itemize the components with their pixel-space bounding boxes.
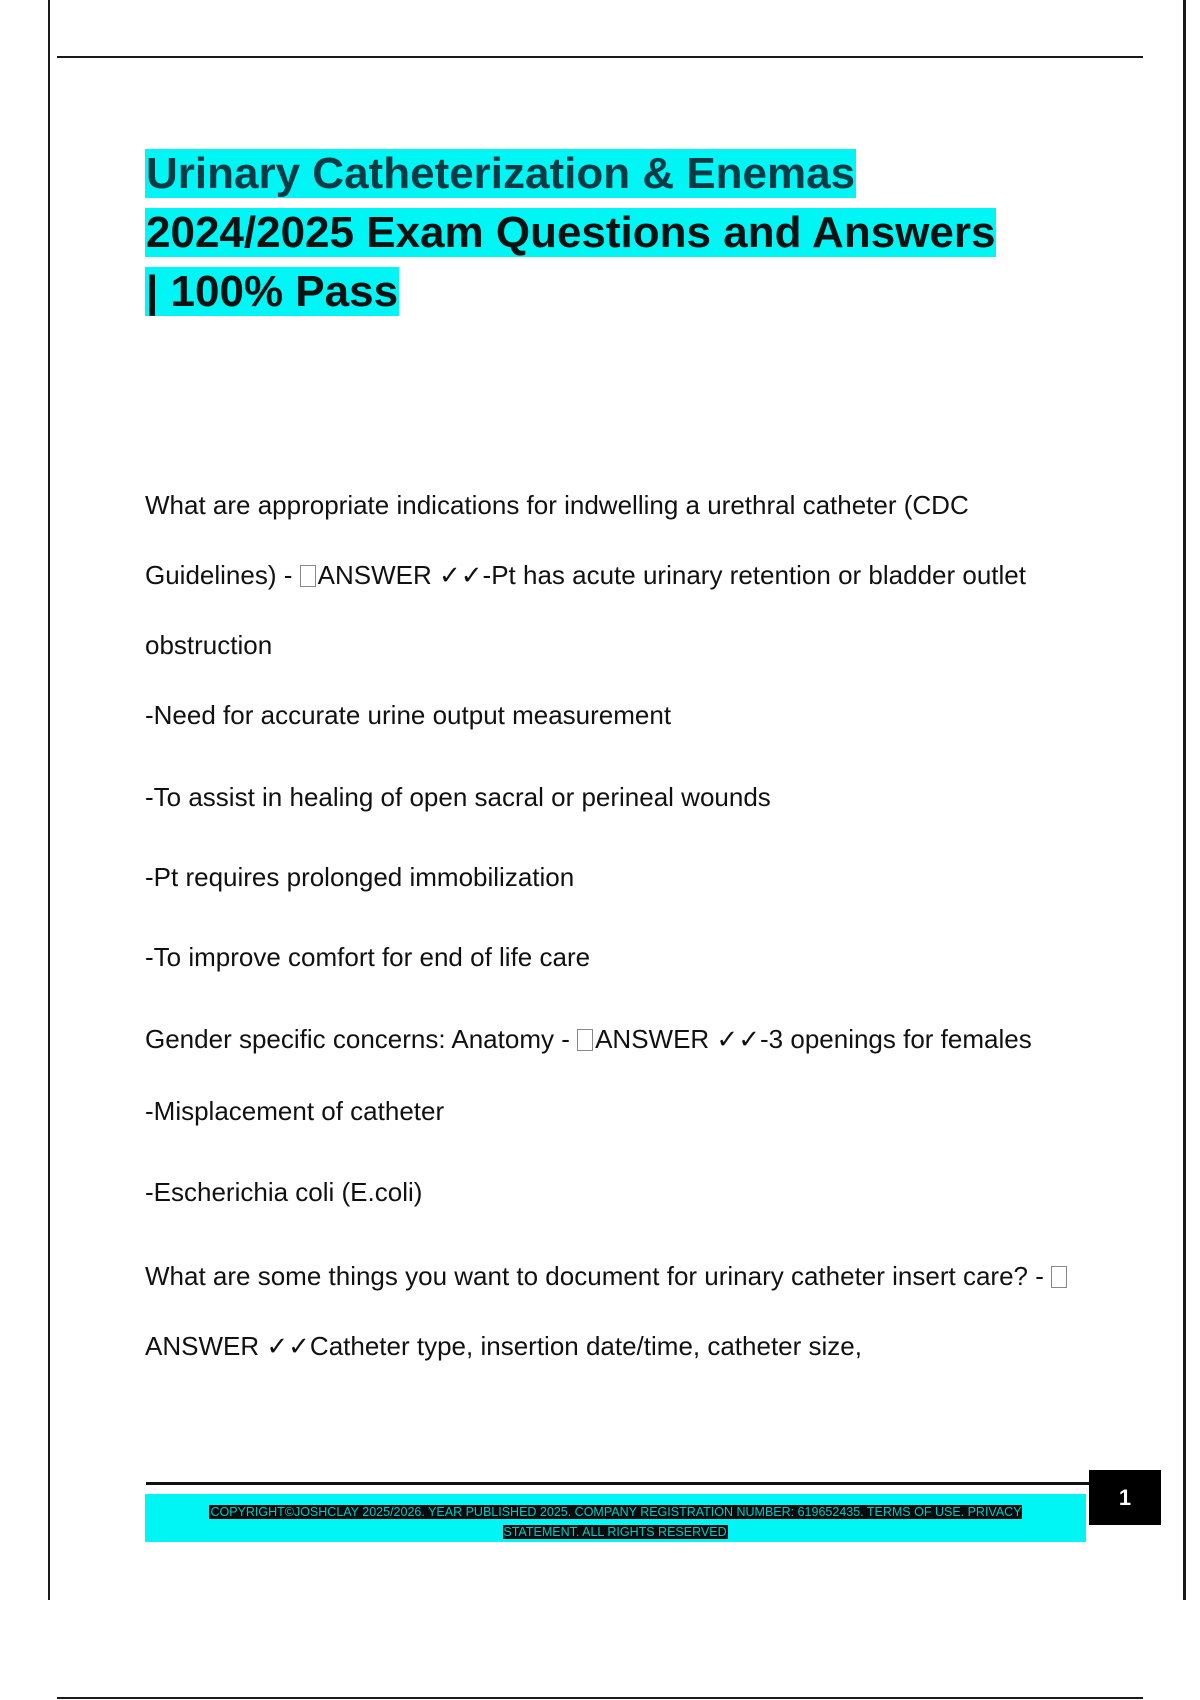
- top-divider: [57, 56, 1143, 58]
- page-frame-right: [1183, 0, 1186, 1600]
- copyright-notice: [176, 1502, 1056, 1542]
- question-text: What are some things you want to document for urinary catheter insert care? -: [145, 1261, 1052, 1291]
- copyright-text: COPYRIGHT©JOSHCLAY 2025/2026. YEAR PUBLISHED 2025. COMPANY REGISTRATION NUMBER: 619652435. TERMS OF USE. PRIVACY STATEMENT. ALL RIGHTS RESERVED: [210, 1505, 1022, 1539]
- question-text: Gender specific concerns: Anatomy -: [145, 1024, 578, 1054]
- missing-glyph-icon: [300, 565, 316, 587]
- answer-text: -Pt has acute urinary retention or bladder outlet obstruction: [145, 560, 1026, 660]
- footer-band: [145, 1494, 1086, 1542]
- title-line-3: | 100% Pass: [146, 267, 399, 316]
- list-item: -Escherichia coli (E.coli): [145, 1177, 423, 1207]
- list-item: -Misplacement of catheter: [145, 1096, 445, 1126]
- answer-label: ANSWER ✓✓: [595, 1024, 761, 1054]
- list-item: -To improve comfort for end of life care: [145, 942, 591, 972]
- page-number: 1: [1089, 1470, 1161, 1525]
- answer-label: ANSWER ✓✓: [145, 1331, 310, 1361]
- footer-divider: [146, 1482, 1089, 1485]
- answer-text: Catheter type, insertion date/time, catheter size,: [309, 1331, 862, 1361]
- qa-block-1: [145, 470, 1085, 680]
- answer-text: -3 openings for females: [760, 1024, 1032, 1054]
- qa-block-2: [145, 1004, 1085, 1074]
- question-text: What are appropriate indications for indwelling a urethral catheter (CDC Guidelines) -: [145, 490, 969, 590]
- answer-label: ANSWER ✓✓: [317, 560, 483, 590]
- document-title: [145, 144, 1085, 321]
- title-line-2: 2024/2025 Exam Questions and Answers: [146, 208, 996, 257]
- page-frame-left: [48, 0, 50, 1600]
- missing-glyph-icon: [1051, 1266, 1067, 1288]
- qa-content: [145, 470, 1085, 1381]
- next-page-top-divider: [57, 1697, 1143, 1699]
- missing-glyph-icon: [577, 1029, 593, 1051]
- list-item: -Pt requires prolonged immobilization: [145, 862, 575, 892]
- title-line-1: Urinary Catheterization & Enemas: [146, 149, 856, 198]
- list-item: -Need for accurate urine output measurement: [145, 700, 672, 730]
- list-item: -To assist in healing of open sacral or perineal wounds: [145, 782, 771, 812]
- qa-block-3: [145, 1241, 1085, 1381]
